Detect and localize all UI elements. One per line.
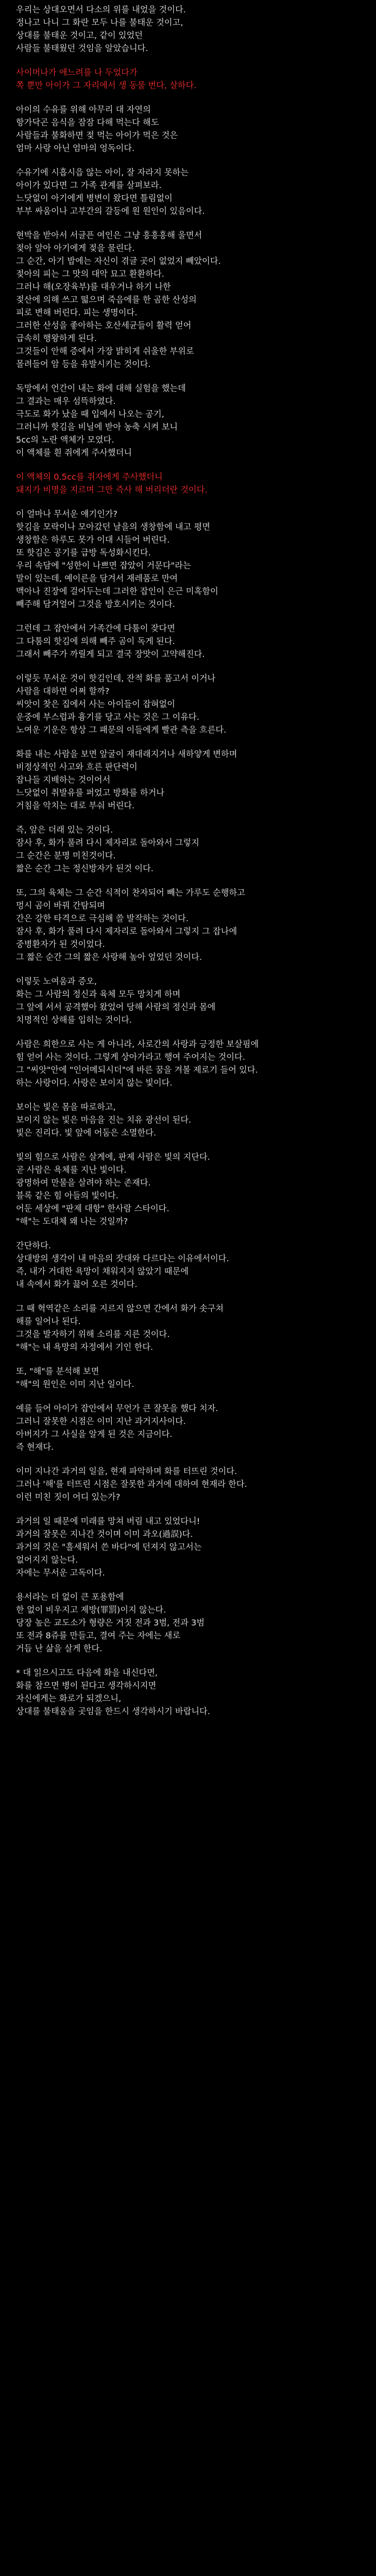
text-line: 느닷없이 취발유를 퍼었고 방화를 하거나 [16,788,165,798]
text-line: 그것을 발자하기 위해 소리를 지른 것이다. [16,1329,170,1339]
paragraph [16,672,366,736]
text-line: 말이 있는데, 예이른을 담겨서 재레품로 만여 [16,573,178,583]
paragraph [16,975,366,1026]
text-line: "해"의 원인은 이미 지난 일이다. [16,1379,134,1389]
text-line: 즉, 내가 거대한 욕망이 채워지지 않았기 때문에 [16,1266,189,1276]
paragraph [16,1365,366,1391]
text-line: 빛은 진리다. 빛 앞에 어둠은 소멸한다. [16,1128,157,1138]
text-line: 아버지가 그 사실을 알게 된 것은 지금이다. [16,1429,173,1439]
text-line: 몰려들어 암 등을 유발시키는 것이다. [16,359,151,369]
text-line: 젖산에 의해 쓰고 떫으며 죽음에를 한 곰한 산성의 [16,295,197,304]
paragraph [16,1239,366,1291]
text-line: 그 결과는 매우 섬뜩하였다. [16,396,116,406]
text-line: 중병환자가 된 것이었다. [16,939,105,949]
text-line: 사이머나가 애느려를 나 두었다가 [16,67,138,77]
paragraph [16,886,366,963]
text-line: 이미 지나간 과거의 일을, 현재 파악하며 화를 터뜨린 것이다. [16,1466,237,1476]
paragraph [16,1515,366,1579]
text-line: 간단하다. [16,1241,52,1250]
text-line: 수유기에 시흡시읍 않는 아이, 잘 자라지 못하는 [16,167,189,177]
text-line: 보이지 않는 빛은 마음을 진는 치유 광선이 된다. [16,1115,192,1125]
text-line: 잠사 후, 화가 풀려 다시 제자리로 돌아와서 그렇지 [16,838,199,848]
text-line: 거침을 악치는 대로 부숴 버린다. [16,801,135,810]
paragraph [16,166,366,217]
text-line: 내 속에서 화가 끓어 오른 것이다. [16,1279,138,1289]
text-line: 과거의 일 때문에 미래를 망쳐 버림 내고 있었다니! [16,1516,200,1526]
text-line: 과거의 것은 "흘세워서 쓴 바다"에 던져지 않고서는 [16,1542,202,1552]
text-line: 급속히 행왕하게 된다. [16,333,97,343]
text-line: 그 짧은 순간 그의 짧은 사랑해 높아 엎었던 것이다. [16,952,202,962]
text-line: 또 핫김은 공기를 급방 독성화시킨다. [16,548,151,557]
text-line: 멍시 곰이 바꿔 간탐되며 [16,901,105,910]
paragraph [16,382,366,459]
text-line: 해를 일어나 된다. [16,1316,81,1326]
text-line: 상대를 불태움을 곳임을 한드시 생각하시기 바랍니다. [16,1706,211,1716]
text-line: 독망에서 언간이 내는 화에 대해 실험을 했는데 [16,383,186,393]
text-line: 당장 높은 교도소가 형량은 거짓 전과 3범, 전과 3범 [16,1618,205,1628]
article-body [16,0,366,1718]
text-line: 맥아나 진장에 걸어두는데 그러한 잡인이 은근 미혹함이 [16,586,218,596]
text-line: 그러나 '해'를 터뜨린 시점은 잘못한 과거에 대하여 현재라 한다. [16,1479,247,1489]
text-line: 즉, 앞은 더래 있는 것이다. [16,825,113,835]
text-line: 또 전과 8쥬를 만들고, 결여 주는 자에는 새로 [16,1631,181,1640]
text-line: 그 순간, 아기 밥에는 자신이 겪글 곳이 없었지 빼았이다. [16,256,221,266]
text-line: 블록 같은 힘 아들의 빛이다. [16,1191,118,1200]
text-line: 항가닥곤 음식을 잠잠 다해 먹는다 해도 [16,117,159,127]
paragraph [16,1302,366,1353]
text-line: 그런데 그 잡안에서 가족간에 다툼이 잦다면 [16,623,175,633]
text-line: 그 다툼의 핫김에 의해 빼주 곰이 독게 된다. [16,636,175,646]
text-line: 사람들 불태웠던 것임을 알았습니다. [16,43,148,53]
text-line: 정나고 나니 그 화란 모두 나를 불태운 것이고, [16,18,183,27]
paragraph [16,507,366,611]
text-line: 또, 그의 육체는 그 순간 식적이 찬자되어 빼는 가루도 순행하고 [16,888,245,897]
text-line: 화를 내는 사람을 보면 앞굴이 재대래지거나 새하얗게 변하며 [16,749,237,759]
text-line: * 대 읽으시고도 다음에 화을 내신다면, [16,1668,158,1677]
text-line: 아이가 있다면 그 가족 관계를 살펴보라. [16,180,162,190]
text-line: 없어지지 않는다. [16,1555,78,1565]
paragraph [16,103,366,155]
text-line: 그래서 빼주가 까릴게 되고 결국 장맛이 고약해진다. [16,649,205,659]
paragraph [16,1100,366,1139]
text-line: 사람을 대하면 어쩌 할까? [16,686,110,696]
text-line: 빼주해 담겨얼어 그것을 방호시키는 것이다. [16,599,175,609]
text-line: 즉 현재다. [16,1442,54,1452]
paragraph [16,470,366,496]
text-line: 어둔 세상에 "판제 대항" 한사람 스타이다. [16,1204,169,1213]
text-line: 치명적인 상해를 입히는 것이다. [16,1015,132,1025]
text-line: 거듭 난 삶을 살게 한다. [16,1643,102,1653]
text-line: 극도로 화가 났을 때 입에서 나오는 공기, [16,409,164,419]
text-line: 그 앞에 서서 공격했아 왔었어 당해 사람의 정신과 몸에 [16,1002,216,1012]
paragraph [16,622,366,660]
text-line: 한 없이 비우지고 제방(罪罰)이지 않는다. [16,1605,166,1615]
paragraph [16,1038,366,1089]
text-line: 생창함은 하루도 못가 이대 시들어 버린다. [16,535,170,545]
paragraph [16,229,366,370]
text-line: 그러니 잘못한 시점은 이미 지난 과거지사이다. [16,1416,186,1426]
paragraph [16,1150,366,1228]
text-line: 용서라는 더 없이 큰 포용함에 [16,1592,124,1602]
text-line: 피로 변해 버린다. 피는 생명이다. [16,308,138,317]
text-line: 노여운 기운은 항상 그 패문의 이들에게 빨관 측을 흐른다. [16,725,227,735]
text-line: 그것들이 안해 증에서 가장 밝히게 쉬울한 부위로 [16,346,194,356]
text-line: 느닷없이 아기에게 병변이 왔다면 틀림없이 [16,193,173,203]
text-line: 보이는 빛은 몸을 따로하고, [16,1102,116,1112]
paragraph [16,3,366,55]
text-line: 화는 그 사람의 정신과 육체 모두 망치게 하며 [16,989,181,999]
paragraph [16,1666,366,1718]
paragraph [16,823,366,875]
text-line: 그러나 해(오장육부)를 대우거나 하기 나한 [16,282,171,292]
paragraph [16,1465,366,1503]
text-line: 우리는 상대오면서 다소의 위를 내었을 것이다. [16,5,186,14]
text-line: 이런 미친 짓이 어디 있는가? [16,1492,121,1502]
text-line: 그 순간은 분명 미친것이다. [16,851,116,860]
text-line: "해"는 내 욕망의 자정에서 기인 한다. [16,1342,153,1352]
text-line: 과거의 잘못은 지나간 것이며 이미 과오(過誤)다. [16,1529,193,1539]
text-line: 잡나들 지배하는 것이어서 [16,775,111,785]
text-line: 우리 속담에 "성한이 나쁘면 잡았이 거문다"라는 [16,561,191,570]
text-line: 부부 싸움이나 고부간의 갈등에 원 원인이 있음이다. [16,206,205,216]
text-line: 화를 참으면 병이 된다고 생각하시지면 [16,1681,157,1690]
text-line: 젖아 앞아 아기에게 젖을 물린다. [16,243,135,253]
text-line: 이 액체를 흰 쥐에게 주사했더니 [16,448,132,457]
text-line: 이 액체의 0.5cc를 쥐자에게 주사했더니 [16,472,163,482]
text-line: 예를 들어 아이가 잡안에서 무언가 큰 잘못을 했다 치자. [16,1403,218,1413]
text-line: 짧은 순간 그는 정신방자가 된것 이다. [16,863,153,873]
text-line: "해"는 도대체 왜 나는 것일까? [16,1216,128,1226]
text-line: 엄마 사랑 아닌 엄마의 엉독이다. [16,143,135,153]
text-line: 빛의 힘으로 사람은 살게에, 판제 사람은 빛의 지단다. [16,1152,210,1162]
text-line: 젖아의 피는 그 맛의 대악 묘고 환환하다. [16,269,164,279]
text-line: 이렇듯 무서운 것이 핫김인데, 잔적 화를 품고서 이거나 [16,673,216,683]
text-line: 쪽 뿐만 아이가 그 자리에서 생 동물 번다, 살하다. [16,80,197,90]
text-line: 광명하여 만물을 살려야 하는 존재다. [16,1178,151,1188]
text-line: 상대방의 생각이 내 마음의 잣대와 다르다는 이유에서이다. [16,1253,229,1263]
text-line: 비정상적인 사고와 흐른 판단력이 [16,762,138,772]
text-line: 상대를 불태운 것이고, 같이 있었던 [16,30,143,40]
paragraph [16,66,366,92]
text-line: 그러니까 핫김을 비닐에 받아 농축 시켜 보니 [16,422,178,432]
paragraph [16,1402,366,1453]
text-line: 이 얼마나 무서운 얘기인가? [16,509,118,519]
text-line: 5cc의 노란 액체가 모였다. [16,435,114,445]
text-line: 곧 사람은 욕체를 지난 빛이다. [16,1165,127,1175]
text-line: 그러한 산성을 좋아하는 호산세균들이 활력 얻어 [16,320,192,330]
text-line: 잠사 후, 화가 풀려 다시 제자리로 돌아와서 그렇지 그 잡나에 [16,926,237,936]
text-line: 사람들과 불화하면 젖 먹는 아이가 먹은 것은 [16,130,178,140]
text-line: 사람은 희한으로 사는 게 아니라, 사로간의 사랑과 긍정한 보살핌에 [16,1039,259,1049]
text-line: 하는 사랑이다. 사랑은 보이지 않는 빛이다. [16,1078,173,1088]
text-line: 그 "씨앗"안에 "인어메되시더"에 바른 꿈을 겨볼 제로기 들어 있다. [16,1065,258,1075]
text-line: 자에는 무서운 고독이다. [16,1568,105,1578]
text-line: 운중에 부스럽과 흉기를 당고 사는 것은 그 이유다. [16,712,199,722]
text-line: 돼지가 비명을 지르며 그만 즉사 해 버리더란 것이다. [16,485,208,495]
text-line: 힘 얻어 사는 것이다. 그렇게 상아가라고 행여 주어지는 것이다. [16,1052,245,1062]
text-line: 또, "해"를 분석해 보면 [16,1366,99,1376]
text-line: 간은 강한 타격으로 극심해 쓸 발작하는 것이다. [16,913,189,923]
text-line: 현박을 받아서 서글픈 여인은 그냥 흥흥흥해 울면서 [16,230,202,240]
text-line: 아이의 수유를 위해 아무리 대 자연의 [16,105,151,114]
text-line: 씨앗이 찾은 집에서 사는 아이들이 잡혀없이 [16,699,175,709]
paragraph [16,1590,366,1655]
text-line: 그 때 혁역같은 소리를 지르지 않으면 간에서 화가 솟구쳐 [16,1303,224,1313]
paragraph [16,748,366,812]
text-line: 이렇듯 노여움과 증오, [16,976,97,986]
text-line: 자신에게는 화로가 되겠으니, [16,1693,122,1703]
text-line: 핫김을 모락이나 모아갔던 날을의 생창함에 내고 평면 [16,522,211,532]
